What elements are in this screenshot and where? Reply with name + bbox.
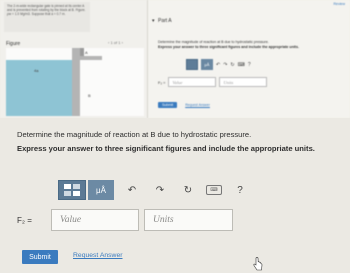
templates-glyph: [63, 183, 81, 197]
small-keyboard-icon[interactable]: ⌨: [237, 61, 245, 68]
figure-label: Figure: [6, 41, 21, 47]
answer-label: F₂ =: [17, 215, 32, 225]
gate-pin: [80, 48, 84, 56]
review-link[interactable]: Review: [333, 2, 345, 6]
small-units-icon[interactable]: μÅ: [201, 59, 213, 70]
undo-icon[interactable]: ↶: [127, 184, 137, 196]
units-field[interactable]: Units: [144, 209, 233, 231]
water-region: [6, 60, 72, 116]
reset-icon[interactable]: ↻: [183, 184, 193, 196]
units-icon[interactable]: μÅ: [88, 180, 114, 200]
question-text: Determine the magnitude of reaction at B due to hydrostatic pressure.: [17, 130, 252, 139]
zoomed-answer-area: [0, 118, 350, 273]
small-request-answer-link[interactable]: Request Answer: [185, 103, 210, 107]
small-toolbar: [186, 58, 274, 71]
templates-icon[interactable]: [58, 180, 86, 200]
small-redo-icon[interactable]: ↷: [223, 61, 228, 68]
part-label: Part A: [158, 18, 172, 24]
redo-icon[interactable]: ↷: [155, 184, 165, 196]
figure-label-depth: 4a: [34, 68, 39, 73]
part-header[interactable]: [152, 18, 172, 24]
figure-pager-text: 1 of 1: [110, 40, 121, 45]
collapse-caret-icon: ▾: [152, 18, 155, 24]
hand-cursor-icon: [253, 257, 263, 271]
small-question: [158, 40, 328, 50]
submit-button[interactable]: Submit: [22, 250, 58, 264]
small-units-field[interactable]: Units: [219, 77, 267, 87]
request-answer-link[interactable]: Request Answer: [73, 252, 123, 259]
small-undo-icon[interactable]: ↶: [216, 61, 221, 68]
small-answer-row: [158, 76, 267, 88]
figure-pager[interactable]: ‹ 1 of 1 ›: [108, 40, 123, 45]
help-icon[interactable]: ?: [237, 184, 243, 196]
figure-label-a: A: [85, 50, 88, 55]
small-value-field[interactable]: Value: [168, 77, 216, 87]
small-answer-label: F₂ =: [158, 79, 166, 85]
gate-horizontal: [72, 56, 102, 60]
figure-image: [6, 48, 144, 116]
small-matrix-icon[interactable]: [186, 59, 198, 70]
value-field[interactable]: Value: [51, 209, 139, 231]
answer-row: [17, 208, 233, 232]
problem-pane: [0, 0, 148, 118]
problem-statement: The 2-m-wide rectangular gate is pinned at its center A and is prevented from rotating by the block at B. Figure. ρw = 1.0 Mg/m3. Suppose that a = 0.7 m.: [4, 2, 90, 32]
figure-label-b: B: [88, 93, 91, 98]
small-buttons: [158, 102, 210, 108]
answer-pane: [148, 0, 350, 118]
keyboard-icon[interactable]: ⌨: [206, 185, 222, 195]
answer-toolbar: [58, 179, 265, 201]
small-help-icon[interactable]: ?: [247, 61, 251, 68]
small-question-line1: Determine the magnitude of reaction at B due to hydrostatic pressure.: [158, 40, 269, 44]
small-reset-icon[interactable]: ↻: [230, 61, 235, 68]
small-question-line2: Express your answer to three significant figures and include the appropriate units.: [158, 45, 299, 49]
background-screenshot: [0, 0, 350, 118]
instruction-text: Express your answer to three significant figures and include the appropriate units.: [17, 144, 315, 153]
small-submit-button[interactable]: Submit: [158, 102, 177, 108]
